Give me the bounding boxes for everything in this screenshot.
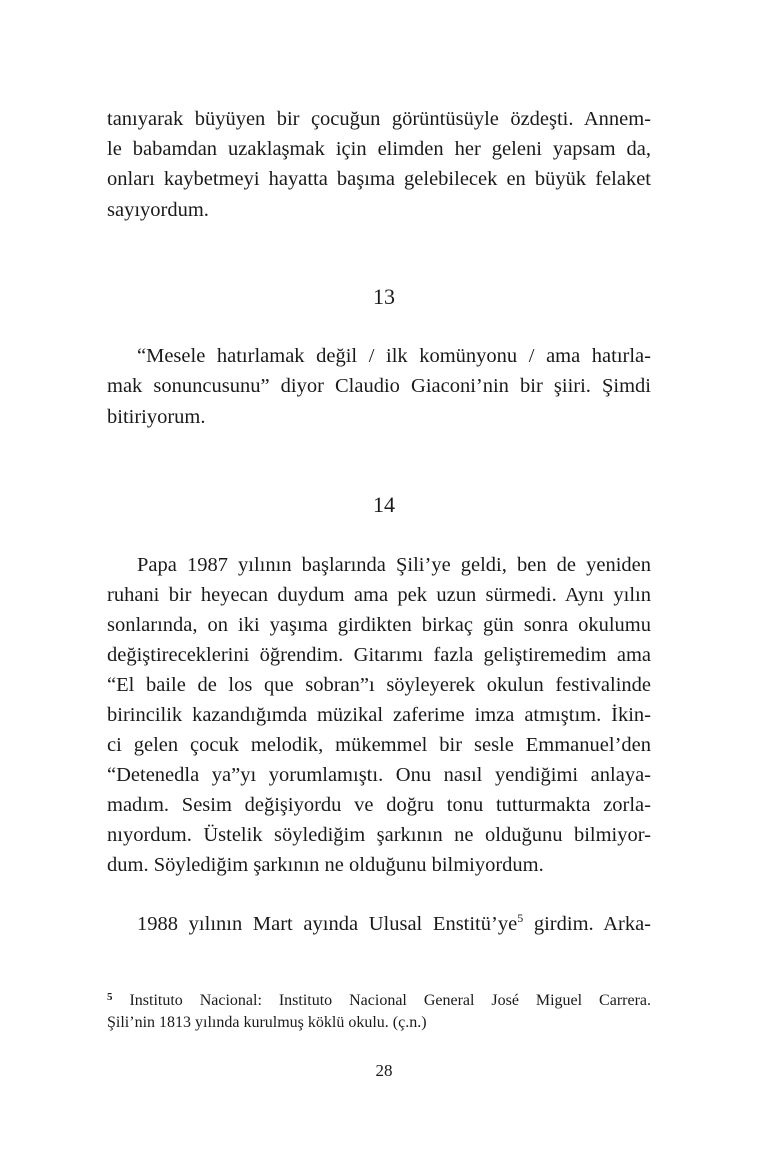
- text-segment: 1988 yılının Mart ayında Ulusal Enstitü’ye: [137, 913, 518, 935]
- footnote-mark: 5: [107, 991, 113, 1003]
- text-line: değiştireceklerini öğrendim. Gitarımı fazla geliştiremedim ama: [107, 644, 651, 666]
- text-segment: girdim. Arka-: [523, 913, 651, 935]
- footnote-line: [107, 985, 651, 1009]
- section-number-14: 14: [373, 492, 395, 517]
- text-line: Papa 1987 yılının başlarında Şili’ye geldi, ben de yeniden: [137, 554, 651, 576]
- footnote-text: Instituto Nacional: Instituto Nacional General José Miguel Carrera.: [112, 992, 651, 1009]
- text-line-with-footnote-ref: [107, 909, 651, 939]
- text-line: ci gelen çocuk melodik, mükemmel bir sesle Emmanuel’den: [107, 734, 651, 756]
- text-line: nıyordum. Üstelik söylediğim şarkının ne olduğunu bilmiyor-: [107, 824, 651, 846]
- text-line: madım. Sesim değişiyordu ve doğru tonu tutturmakta zorla-: [107, 794, 651, 816]
- page-number: 28: [375, 1061, 393, 1080]
- text-line: “El baile de los que sobran”ı söyleyerek okulun festivalinde: [107, 674, 651, 696]
- text-line: dum. Söylediğim şarkının ne olduğunu bilmiyordum.: [107, 854, 544, 876]
- text-line: onları kaybetmeyi hayatta başıma gelebilecek en büyük felaket: [107, 168, 651, 190]
- footnote-reference[interactable]: 5: [517, 911, 524, 925]
- text-line: bitiriyorum.: [107, 406, 206, 428]
- text-line: tanıyarak büyüyen bir çocuğun görüntüsüyle özdeşti. Annem-: [107, 108, 651, 130]
- text-line: sayıyordum.: [107, 199, 209, 221]
- text-line: “Mesele hatırlamak değil / ilk komünyonu / ama hatırla-: [137, 345, 651, 367]
- text-line: le babamdan uzaklaşmak için elimden her geleni yapsam da,: [107, 138, 651, 160]
- text-line: “Detenedla ya”yı yorumlamıştı. Onu nasıl yendiğimi anlaya-: [107, 764, 651, 786]
- text-line: ruhani bir heyecan duydum ama pek uzun sürmedi. Aynı yılın: [107, 584, 651, 606]
- text-line: mak sonuncusunu” diyor Claudio Giaconi’nin bir şiiri. Şimdi: [107, 375, 651, 397]
- text-line: sonlarında, on iki yaşıma girdikten birkaç gün sonra okulumu: [107, 614, 651, 636]
- section-number-13: 13: [373, 284, 395, 309]
- footnote-line: Şili’nin 1813 yılında kurulmuş köklü okulu. (ç.n.): [107, 1014, 427, 1031]
- text-line: birincilik kazandığımda müzikal zaferime imza atmıştım. İkin-: [107, 704, 651, 726]
